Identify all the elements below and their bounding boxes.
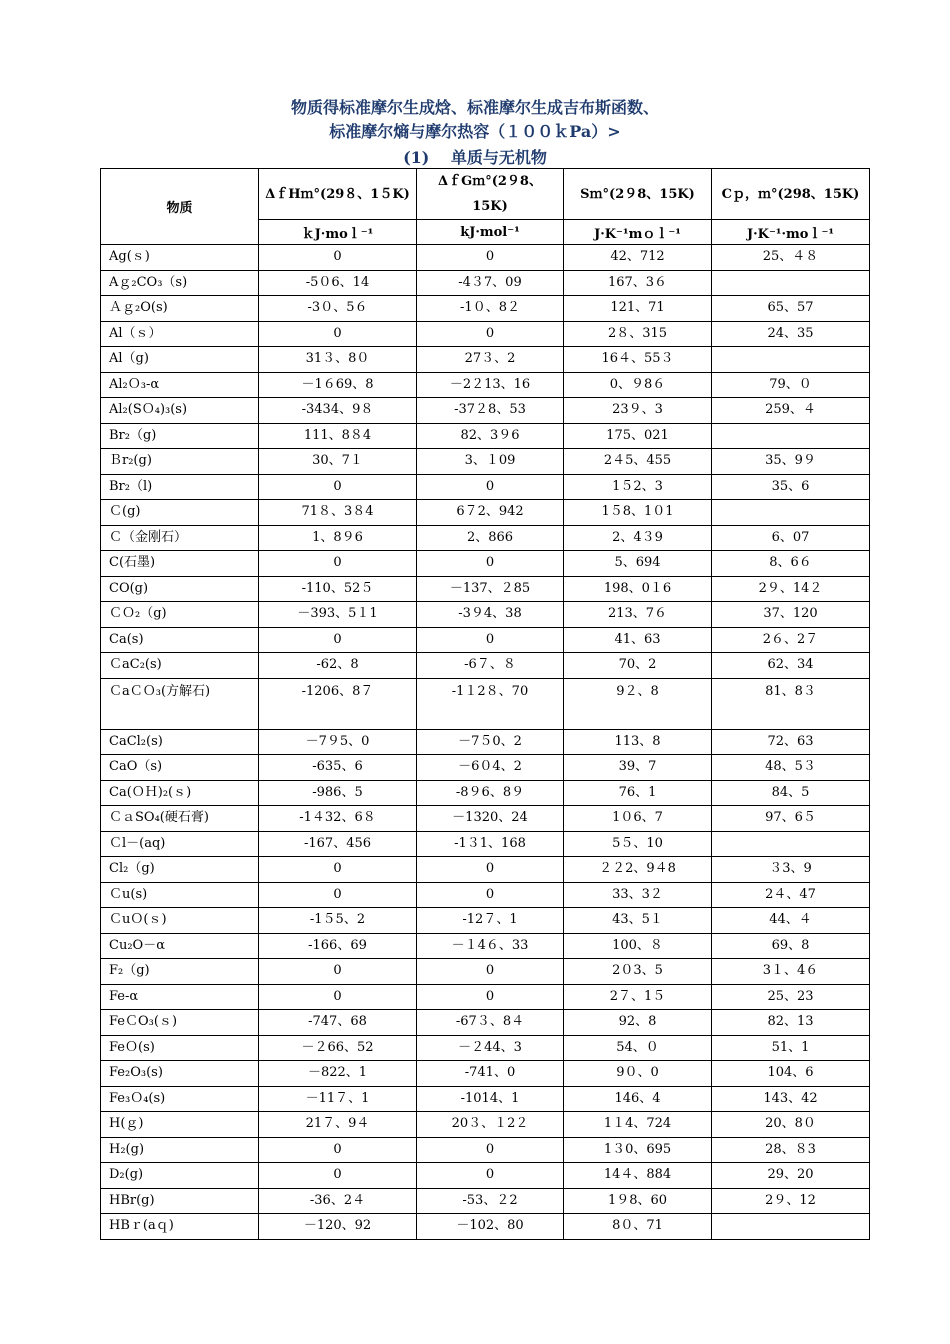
cell-heat-capacity: 25、４８ xyxy=(712,245,870,271)
cell-gibbs: 6７2、942 xyxy=(417,500,564,526)
unit-entropy: J·K⁻¹mｏｌ⁻¹ xyxy=(564,220,712,245)
table-row xyxy=(101,984,870,1010)
table-row xyxy=(101,959,870,985)
cell-substance: Br₂（g) xyxy=(101,423,259,449)
cell-heat-capacity: 24、35 xyxy=(712,321,870,347)
cell-heat-capacity: 81、8３ xyxy=(712,678,870,729)
cell-enthalpy: -167、456 xyxy=(259,831,417,857)
cell-entropy: 2、4３9 xyxy=(564,525,712,551)
cell-heat-capacity: 35、6 xyxy=(712,474,870,500)
cell-heat-capacity: 2６、2７ xyxy=(712,627,870,653)
cell-substance: H₂(g) xyxy=(101,1137,259,1163)
cell-substance: Al₂(SＯ₄)₃(s) xyxy=(101,398,259,424)
cell-enthalpy: 111、8８4 xyxy=(259,423,417,449)
cell-enthalpy: 1、8９6 xyxy=(259,525,417,551)
cell-enthalpy: -1４32、6８ xyxy=(259,806,417,832)
header-gibbs: ΔｆGｍ°(2９8、15K) xyxy=(417,169,564,220)
table-row xyxy=(101,653,870,679)
cell-heat-capacity: 29、20 xyxy=(712,1163,870,1189)
table-row xyxy=(101,780,870,806)
cell-substance: FeＣO₃(ｓ) xyxy=(101,1010,259,1036)
cell-gibbs: －2２13、16 xyxy=(417,372,564,398)
table-row xyxy=(101,908,870,934)
cell-heat-capacity xyxy=(712,270,870,296)
table-row xyxy=(101,627,870,653)
cell-gibbs: 2、866 xyxy=(417,525,564,551)
cell-heat-capacity: 97、6５ xyxy=(712,806,870,832)
table-row xyxy=(101,449,870,475)
cell-heat-capacity: 79、０ xyxy=(712,372,870,398)
table-row xyxy=(101,576,870,602)
cell-enthalpy: -62、8 xyxy=(259,653,417,679)
cell-gibbs: 82、3９6 xyxy=(417,423,564,449)
cell-enthalpy: 0 xyxy=(259,882,417,908)
cell-substance: ＣuＯ(ｓ) xyxy=(101,908,259,934)
unit-enthalpy: ｋJ·moｌ⁻¹ xyxy=(259,220,417,245)
cell-entropy: 1９8、60 xyxy=(564,1188,712,1214)
cell-enthalpy: 0 xyxy=(259,857,417,883)
cell-enthalpy: -166、69 xyxy=(259,933,417,959)
table-row xyxy=(101,1188,870,1214)
cell-substance: C(石墨) xyxy=(101,551,259,577)
table-row xyxy=(101,525,870,551)
cell-gibbs: 0 xyxy=(417,1163,564,1189)
cell-gibbs: 0 xyxy=(417,627,564,653)
cell-substance: Ｃ(g) xyxy=(101,500,259,526)
cell-gibbs: -53、２2 xyxy=(417,1188,564,1214)
cell-substance: FeＯ(s) xyxy=(101,1035,259,1061)
cell-enthalpy: 0 xyxy=(259,321,417,347)
cell-gibbs: -1３1、168 xyxy=(417,831,564,857)
cell-enthalpy: －393、5１1 xyxy=(259,602,417,628)
cell-heat-capacity: 69、8 xyxy=(712,933,870,959)
cell-entropy: 113、8 xyxy=(564,729,712,755)
cell-heat-capacity: 3１、4６ xyxy=(712,959,870,985)
cell-gibbs: 0 xyxy=(417,551,564,577)
cell-substance: ＣaＣＯ₃(方解石) xyxy=(101,678,259,729)
cell-substance: HBr(g) xyxy=(101,1188,259,1214)
unit-heat-capacity: J·K⁻¹·moｌ⁻¹ xyxy=(712,220,870,245)
cell-heat-capacity: 20、8０ xyxy=(712,1112,870,1138)
cell-entropy: 1０6、7 xyxy=(564,806,712,832)
cell-substance: HBｒ(aｑ) xyxy=(101,1214,259,1240)
cell-gibbs: 3、１09 xyxy=(417,449,564,475)
cell-enthalpy: -36、2４ xyxy=(259,1188,417,1214)
table-row xyxy=(101,1035,870,1061)
cell-entropy: 39、7 xyxy=(564,755,712,781)
cell-substance: H(ｇ) xyxy=(101,1112,259,1138)
table-row xyxy=(101,1214,870,1240)
table-row xyxy=(101,296,870,322)
table-row xyxy=(101,321,870,347)
cell-substance: F₂（g) xyxy=(101,959,259,985)
cell-substance: Ｃ（金刚石） xyxy=(101,525,259,551)
cell-heat-capacity: 28、８3 xyxy=(712,1137,870,1163)
table-row xyxy=(101,933,870,959)
cell-enthalpy: 0 xyxy=(259,984,417,1010)
cell-entropy: 100、８ xyxy=(564,933,712,959)
cell-substance: Al（ｓ） xyxy=(101,321,259,347)
cell-gibbs: -1０、8２ xyxy=(417,296,564,322)
cell-heat-capacity xyxy=(712,1214,870,1240)
cell-substance: ＣａSO₄(硬石膏) xyxy=(101,806,259,832)
cell-enthalpy: -1５5、2 xyxy=(259,908,417,934)
cell-gibbs: 0 xyxy=(417,245,564,271)
cell-enthalpy: -747、68 xyxy=(259,1010,417,1036)
cell-entropy: 5５、10 xyxy=(564,831,712,857)
cell-substance: Ｃu(s) xyxy=(101,882,259,908)
cell-gibbs: 0 xyxy=(417,984,564,1010)
cell-enthalpy: －２66、52 xyxy=(259,1035,417,1061)
cell-substance: Ｂr₂(g) xyxy=(101,449,259,475)
cell-entropy: 76、1 xyxy=(564,780,712,806)
cell-gibbs: －7５0、2 xyxy=(417,729,564,755)
table-row xyxy=(101,857,870,883)
cell-gibbs: －1320、24 xyxy=(417,806,564,832)
cell-heat-capacity: 51、1 xyxy=(712,1035,870,1061)
cell-gibbs: 0 xyxy=(417,959,564,985)
cell-substance: Al（g) xyxy=(101,347,259,373)
cell-heat-capacity: 35、9９ xyxy=(712,449,870,475)
cell-heat-capacity xyxy=(712,423,870,449)
cell-entropy: 1３0、695 xyxy=(564,1137,712,1163)
cell-gibbs: 20３、１2２ xyxy=(417,1112,564,1138)
table-row xyxy=(101,347,870,373)
cell-substance: Cu₂O－α xyxy=(101,933,259,959)
cell-entropy: 9２、8 xyxy=(564,678,712,729)
table-row xyxy=(101,372,870,398)
cell-heat-capacity: 37、120 xyxy=(712,602,870,628)
cell-substance: Ａｇ₂O(s) xyxy=(101,296,259,322)
title-line-1: 物质得标准摩尔生成焓、标准摩尔生成吉布斯函数、 xyxy=(290,98,659,117)
cell-gibbs: -3９4、38 xyxy=(417,602,564,628)
cell-enthalpy: -3０、5６ xyxy=(259,296,417,322)
unit-gibbs: kJ·mol⁻¹ xyxy=(417,220,564,245)
cell-enthalpy: 0 xyxy=(259,1163,417,1189)
cell-entropy: 23９、3 xyxy=(564,398,712,424)
cell-entropy: 14４、884 xyxy=(564,1163,712,1189)
cell-entropy: 54、０ xyxy=(564,1035,712,1061)
cell-enthalpy: －1６69、8 xyxy=(259,372,417,398)
cell-entropy: 1１4、724 xyxy=(564,1112,712,1138)
cell-heat-capacity: 72、63 xyxy=(712,729,870,755)
cell-gibbs: 0 xyxy=(417,857,564,883)
cell-enthalpy: 0 xyxy=(259,627,417,653)
cell-heat-capacity: 84、5 xyxy=(712,780,870,806)
cell-heat-capacity xyxy=(712,347,870,373)
cell-enthalpy: 0 xyxy=(259,245,417,271)
cell-gibbs: -12７、1 xyxy=(417,908,564,934)
cell-substance: Cl₂（g) xyxy=(101,857,259,883)
cell-substance: ＣＯ₂（g) xyxy=(101,602,259,628)
cell-heat-capacity: 62、34 xyxy=(712,653,870,679)
cell-enthalpy: 31３、8０ xyxy=(259,347,417,373)
cell-entropy: 121、71 xyxy=(564,296,712,322)
cell-heat-capacity: 143、42 xyxy=(712,1086,870,1112)
title-line-2: 标准摩尔熵与摩尔热容（１００ｋPa）> xyxy=(329,122,621,141)
cell-entropy: 5、694 xyxy=(564,551,712,577)
cell-entropy: 0、９8６ xyxy=(564,372,712,398)
cell-gibbs: 0 xyxy=(417,882,564,908)
table-row xyxy=(101,1086,870,1112)
cell-substance: Ca(ＯＨ)₂(ｓ) xyxy=(101,780,259,806)
cell-gibbs: 0 xyxy=(417,321,564,347)
cell-enthalpy: 21７、9４ xyxy=(259,1112,417,1138)
cell-entropy: 1５2、3 xyxy=(564,474,712,500)
cell-enthalpy: 0 xyxy=(259,551,417,577)
cell-substance: Br₂（l) xyxy=(101,474,259,500)
cell-heat-capacity: 2９、14２ xyxy=(712,576,870,602)
cell-heat-capacity: 65、57 xyxy=(712,296,870,322)
cell-entropy: 16４、55３ xyxy=(564,347,712,373)
cell-enthalpy: -3434、9８ xyxy=(259,398,417,424)
table-row xyxy=(101,806,870,832)
cell-enthalpy: -5０6、14 xyxy=(259,270,417,296)
cell-substance: ＣaC₂(s) xyxy=(101,653,259,679)
table-row xyxy=(101,1112,870,1138)
cell-gibbs: －１4６、33 xyxy=(417,933,564,959)
table-row xyxy=(101,755,870,781)
cell-entropy: 1５8、1０1 xyxy=(564,500,712,526)
cell-heat-capacity: 259、４ xyxy=(712,398,870,424)
cell-enthalpy: －11７、1 xyxy=(259,1086,417,1112)
cell-gibbs: -8９6、8９ xyxy=(417,780,564,806)
header-enthalpy: ΔｆHｍ°(29８、1５K) xyxy=(259,169,417,220)
cell-heat-capacity xyxy=(712,831,870,857)
cell-gibbs: -4３7、09 xyxy=(417,270,564,296)
thermo-data-table xyxy=(100,168,870,1240)
cell-substance: Fe₂O₃(s) xyxy=(101,1061,259,1087)
cell-substance: CaCl₂(s) xyxy=(101,729,259,755)
table-row xyxy=(101,602,870,628)
cell-gibbs: －6０4、2 xyxy=(417,755,564,781)
cell-entropy: 167、3６ xyxy=(564,270,712,296)
cell-heat-capacity: 8、6６ xyxy=(712,551,870,577)
table-row xyxy=(101,1061,870,1087)
cell-entropy: 2８、315 xyxy=(564,321,712,347)
table-row xyxy=(101,1010,870,1036)
cell-substance: CaO（s) xyxy=(101,755,259,781)
cell-enthalpy: 0 xyxy=(259,959,417,985)
cell-gibbs: -67３、8４ xyxy=(417,1010,564,1036)
cell-substance: Aｇ₂CO₃（s) xyxy=(101,270,259,296)
cell-enthalpy: -635、6 xyxy=(259,755,417,781)
table-row xyxy=(101,398,870,424)
cell-entropy: 9０、0 xyxy=(564,1061,712,1087)
cell-substance: Fe-α xyxy=(101,984,259,1010)
table-row xyxy=(101,551,870,577)
cell-entropy: 213、7６ xyxy=(564,602,712,628)
cell-entropy: 33、3２ xyxy=(564,882,712,908)
cell-heat-capacity: 2９、12 xyxy=(712,1188,870,1214)
title-line-3: (1) 单质与无机物 xyxy=(403,148,547,167)
cell-gibbs: －102、80 xyxy=(417,1214,564,1240)
cell-heat-capacity: ３3、9 xyxy=(712,857,870,883)
cell-enthalpy: －822、1 xyxy=(259,1061,417,1087)
cell-enthalpy: －120、92 xyxy=(259,1214,417,1240)
cell-heat-capacity xyxy=(712,500,870,526)
cell-substance: Ｃl－(aq) xyxy=(101,831,259,857)
table-row xyxy=(101,245,870,271)
header-substance: 物质 xyxy=(101,169,259,245)
cell-gibbs: 27３、2 xyxy=(417,347,564,373)
cell-enthalpy: 30、7１ xyxy=(259,449,417,475)
table-row xyxy=(101,678,870,729)
header-entropy: Sｍ°(2９8、15K) xyxy=(564,169,712,220)
cell-gibbs: -6７、８ xyxy=(417,653,564,679)
cell-enthalpy: 71８、3８4 xyxy=(259,500,417,526)
table-row xyxy=(101,423,870,449)
table-row xyxy=(101,729,870,755)
cell-substance: Fe₃Ｏ₄(s) xyxy=(101,1086,259,1112)
cell-entropy: ２２2、9４8 xyxy=(564,857,712,883)
cell-entropy: 2０3、5 xyxy=(564,959,712,985)
cell-entropy: 43、5１ xyxy=(564,908,712,934)
cell-entropy: 175、021 xyxy=(564,423,712,449)
cell-enthalpy: －7９5、0 xyxy=(259,729,417,755)
cell-entropy: 146、4 xyxy=(564,1086,712,1112)
cell-enthalpy: -110、52５ xyxy=(259,576,417,602)
table-row xyxy=(101,1163,870,1189)
cell-gibbs: －２44、3 xyxy=(417,1035,564,1061)
cell-entropy: 70、2 xyxy=(564,653,712,679)
table-row xyxy=(101,882,870,908)
cell-heat-capacity: 44、４ xyxy=(712,908,870,934)
cell-substance: Ca(s) xyxy=(101,627,259,653)
cell-heat-capacity: 82、13 xyxy=(712,1010,870,1036)
cell-heat-capacity: 25、23 xyxy=(712,984,870,1010)
cell-entropy: 92、8 xyxy=(564,1010,712,1036)
cell-entropy: 2７、1５ xyxy=(564,984,712,1010)
cell-entropy: 8０、71 xyxy=(564,1214,712,1240)
table-row xyxy=(101,1137,870,1163)
cell-gibbs: -1014、1 xyxy=(417,1086,564,1112)
table-row xyxy=(101,474,870,500)
cell-gibbs: -37２8、53 xyxy=(417,398,564,424)
cell-entropy: 2４5、455 xyxy=(564,449,712,475)
cell-gibbs: 0 xyxy=(417,1137,564,1163)
table-row xyxy=(101,270,870,296)
cell-gibbs: 0 xyxy=(417,474,564,500)
cell-entropy: 41、63 xyxy=(564,627,712,653)
cell-gibbs: -1１2８、70 xyxy=(417,678,564,729)
cell-entropy: 42、712 xyxy=(564,245,712,271)
cell-gibbs: -741、0 xyxy=(417,1061,564,1087)
cell-heat-capacity: 2４、47 xyxy=(712,882,870,908)
cell-entropy: 198、0１6 xyxy=(564,576,712,602)
cell-substance: Ag(ｓ) xyxy=(101,245,259,271)
cell-heat-capacity: 104、6 xyxy=(712,1061,870,1087)
cell-heat-capacity: 6、07 xyxy=(712,525,870,551)
table-row xyxy=(101,500,870,526)
cell-enthalpy: 0 xyxy=(259,1137,417,1163)
cell-enthalpy: -1206、8７ xyxy=(259,678,417,729)
header-heat-capacity: Cｐ，ｍ°(298、15K) xyxy=(712,169,870,220)
cell-heat-capacity: 48、5３ xyxy=(712,755,870,781)
cell-gibbs: －137、２85 xyxy=(417,576,564,602)
cell-substance: CO(g) xyxy=(101,576,259,602)
cell-enthalpy: 0 xyxy=(259,474,417,500)
cell-enthalpy: -986、5 xyxy=(259,780,417,806)
table-body xyxy=(101,245,870,1240)
cell-substance: Al₂Ｏ₃-α xyxy=(101,372,259,398)
table-row xyxy=(101,831,870,857)
cell-substance: D₂(g) xyxy=(101,1163,259,1189)
